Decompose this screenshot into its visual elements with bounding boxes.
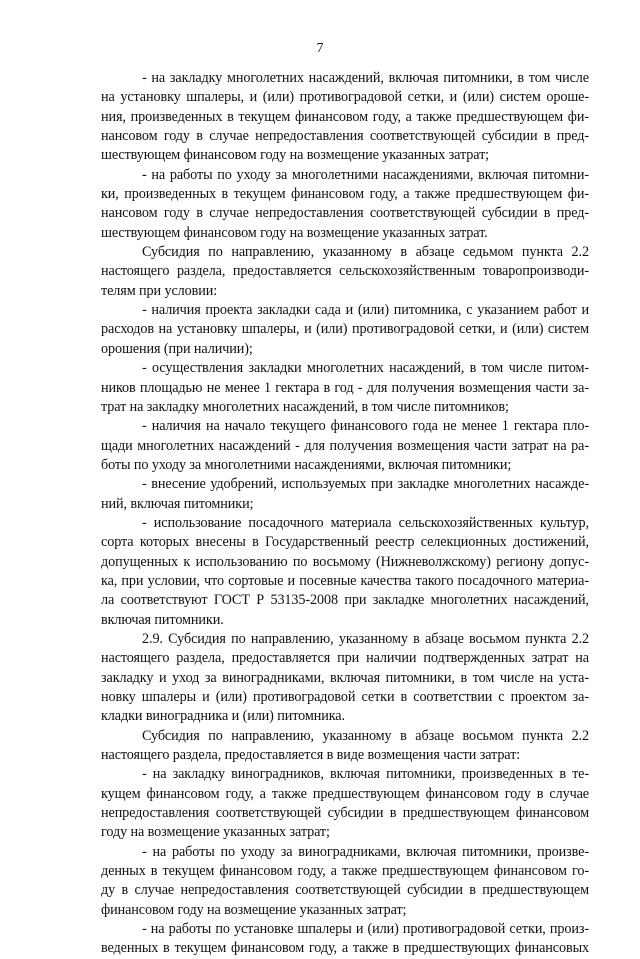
text-line: ников площадью не менее 1 гектара в год - для получения возмещения части за- <box>101 379 589 396</box>
text-line: на установку шпалеры, и (или) противоградовой сетки, и (или) систем ороше- <box>101 89 589 106</box>
text-line: новку шпалеры и (или) противоградовой сетки в соответствии с проектом за- <box>101 689 589 705</box>
text-line: шествующем финансовом году на возмещение указанных затрат. <box>101 224 488 241</box>
text-line: денных в текущем финансовом году, а также предшествующем финансовом го- <box>101 863 589 880</box>
text-line: шествующем финансовом году на возмещение указанных затрат; <box>101 147 490 164</box>
text-line: телям при условии: <box>101 282 218 299</box>
text-line: Субсидия по направлению, указанному в абзаце восьмом пункта 2.2 <box>142 727 589 744</box>
text-line: допущенных к использованию по восьмому (Нижневолжскому) региону допус- <box>101 553 589 570</box>
text-line: настоящего раздела, предоставляется в виде возмещения части затрат: <box>101 747 521 764</box>
text-line: закладку и уход за виноградниками, включая питомники, в том числе на уста- <box>101 669 589 686</box>
text-line: - внесение удобрений, используемых при закладке многолетних насажде- <box>142 476 589 493</box>
text-line: включая питомники. <box>101 611 224 628</box>
text-line: ла соответствуют ГОСТ Р 53135-2008 при закладке многолетних насаждений, <box>101 592 589 609</box>
text-line: орошения (при наличии); <box>101 340 253 357</box>
text-line: настоящего раздела, предоставляется сельскохозяйственным товаропроизводи- <box>101 263 589 280</box>
text-line: - на работы по уходу за виноградниками, включая питомники, произве- <box>142 843 589 860</box>
text-line: году на возмещение указанных затрат; <box>101 824 330 841</box>
page-number: 7 <box>316 41 324 56</box>
text-line: веденных в текущем финансовом году, а также в предшествующих финансовых <box>101 940 589 957</box>
text-line: нансовом году в случае непредоставления соответствующей субсидии в пред- <box>101 205 589 222</box>
document-body <box>101 69 589 959</box>
text-line: сорта которых внесены в Государственный реестр селекционных достижений, <box>101 534 589 551</box>
text-line: ки, произведенных в текущем финансовом году, а также предшествующем фи- <box>101 186 589 203</box>
text-line: - на закладку виноградников, включая питомники, произведенных в те- <box>142 766 589 783</box>
text-line: - на работы по установке шпалеры и (или) противоградовой сетки, произ- <box>142 921 589 938</box>
text-line: щади многолетних насаждений - для получения возмещения части затрат на ра- <box>101 437 589 454</box>
text-line: кладки виноградника и (или) питомника. <box>101 708 345 725</box>
text-line: - осуществления закладки многолетних насаждений, в том числе питом- <box>142 360 589 377</box>
text-line: ния, произведенных в текущем финансовом году, а также предшествующем фи- <box>101 108 589 125</box>
text-line: настоящего раздела, предоставляется при наличии подтвержденных затрат на <box>101 650 589 667</box>
text-line: ду в случае непредоставления соответствующей субсидии в предшествующем <box>101 882 589 899</box>
text-line: - на работы по уходу за многолетними насаждениями, включая питомни- <box>142 166 589 183</box>
text-line: боты по уходу за многолетними насаждениями, включая питомники; <box>101 456 512 473</box>
text-line: ка, при условии, что сортовые и посевные качества такого посадочного материа- <box>101 572 589 589</box>
text-line: нансовом году в случае непредоставления соответствующей субсидии в пред- <box>101 128 589 145</box>
text-line: - наличия проекта закладки сада и (или) питомника, с указанием работ и <box>142 302 589 319</box>
text-line: Субсидия по направлению, указанному в абзаце седьмом пункта 2.2 <box>142 244 589 261</box>
text-line: - наличия на начало текущего финансового года не менее 1 гектара пло- <box>142 418 589 435</box>
text-line: кущем финансовом году, а также предшествующем финансовом году в случае <box>101 785 589 802</box>
text-line: непредоставления соответствующей субсидии в предшествующем финансовом <box>101 805 589 822</box>
text-line: - использование посадочного материала сельскохозяйственных культур, <box>142 514 589 531</box>
text-line: финансовом году на возмещение указанных затрат; <box>101 901 407 918</box>
text-line: 2.9. Субсидия по направлению, указанному в абзаце восьмом пункта 2.2 <box>142 630 589 647</box>
text-line: трат на закладку многолетних насаждений, в том числе питомников; <box>101 398 509 415</box>
text-line: ний, включая питомники; <box>101 495 254 512</box>
text-line: - на закладку многолетних насаждений, включая питомники, в том числе <box>142 70 589 86</box>
text-line: расходов на установку шпалеры, и (или) противоградовой сетки, и (или) систем <box>101 321 589 338</box>
